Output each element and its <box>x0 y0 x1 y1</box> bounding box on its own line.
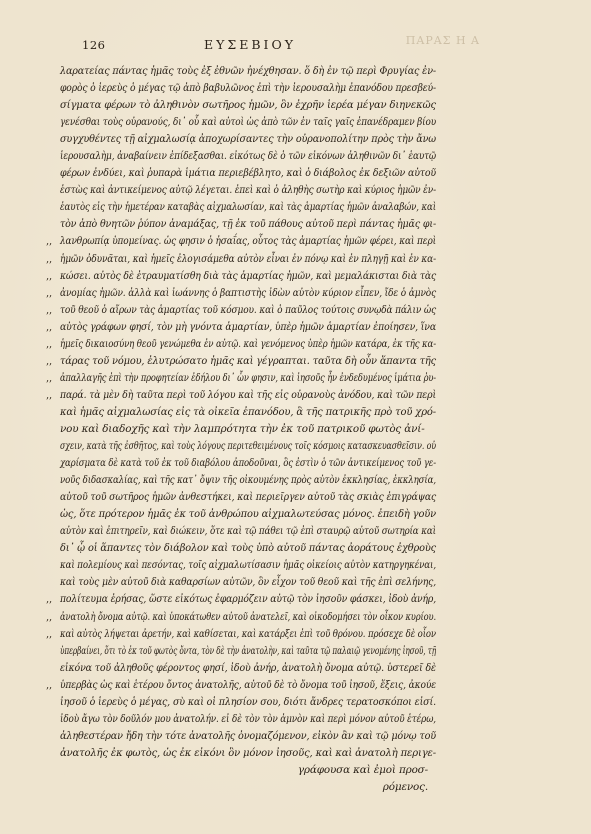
line-text: συγχυθέντες τῇ αἰχμαλωσίᾳ ἀποχωρίσαντες τὴν οὐρανοπολίτην πρὸς τὴν ἄνω <box>60 133 437 146</box>
text-line <box>46 336 437 353</box>
line-text: τὸν ἀπὸ θνητῶν ῥύπον ἀναμάξας, τῇ ἐκ τοῦ πάθους αὐτοῦ περὶ πάντας ἡμᾶς φι- <box>60 218 437 231</box>
line-text: εἰκόνα τοῦ ἀληθοῦς φέροντος φησί, ἰδοὺ ἀνήρ, ἀνατολὴ ὄνομα αὐτῷ. ὑστερεῖ δὲ <box>60 661 436 674</box>
text-line <box>60 540 436 557</box>
text-line <box>60 421 436 438</box>
text-line <box>46 251 436 268</box>
line-text: λανθρωπίᾳ ὑπομείνας. ὡς φησιν ὁ ἠσαΐας, οὗτος τὰς ἁμαρτίας ἡμῶν φέρει, καὶ περὶ <box>60 235 436 248</box>
text-line <box>46 319 436 336</box>
line-text: ὑπερβὰς ὡς καὶ ἑτέρου ὄντος ἀνατολῆς, αὐτοῦ δὲ τὸ ὄνομα τοῦ ἰησοῦ, ἕξεις, ἀκούε <box>60 678 437 691</box>
text-line <box>60 694 436 711</box>
text-line <box>60 216 436 233</box>
quotation-mark: ,, <box>46 372 53 384</box>
line-text: πολίτευμα ἐρήσας, ὥστε εἰκότως ἐφαρμόζειν αὐτῷ τὸν ἰησοῦν φάσκει, ἰδοὺ ἀνήρ, <box>60 593 437 606</box>
text-line <box>46 302 437 319</box>
line-text: κώσει. αὐτὸς δὲ ἐτραυματίσθη διὰ τὰς ἁμαρτίας ἡμῶν, καὶ μεμαλάκισται διὰ τὰς <box>60 269 437 282</box>
text-line <box>60 643 436 660</box>
line-text: αὐτὸν καὶ ἐπιτηρεῖν, καὶ διώκειν, ὅτε καὶ τῷ πάθει τῷ ἐπὶ σταυρῷ αὐτοῦ σωτηρία καὶ <box>60 525 437 538</box>
line-text: ἑστὼς καὶ ἀντικείμενος αὐτῷ λέγεται. ἐπεὶ καὶ ὁ ἀληθὴς σωτὴρ καὶ κύριος ἡμῶν ἐν- <box>60 184 436 197</box>
text-line <box>60 660 436 677</box>
text-line <box>60 438 436 455</box>
line-text: δι᾽ ᾧ οἱ ἅπαντες τὸν διάβολον καὶ τοὺς ὑπὸ αὐτοῦ πάντας ἀοράτους ἐχθροὺς <box>60 542 437 555</box>
quotation-mark: ,, <box>46 338 53 350</box>
text-line <box>46 353 437 370</box>
quotation-mark: ,, <box>46 304 53 316</box>
text-line <box>60 199 436 216</box>
text-line <box>46 268 437 285</box>
line-text: ὑπερβαίνει, ὅτι τὸ ἐκ τοῦ φωτὸς ὄντα, τὸν δὲ τὴν ἀνατολὴν, καὶ ταῦτα τῷ παλαιῷ γενομένης ἰησοῦ, τῇ <box>60 644 436 657</box>
text-line <box>60 506 436 523</box>
quotation-mark: ,, <box>46 679 53 691</box>
text-line <box>60 97 436 114</box>
line-text: τάρας τοῦ νόμου, ἐλυτρώσατο ἡμᾶς καὶ γέγραπται. ταῦτα δὴ οὖν ἅπαντα τῆς <box>60 354 437 367</box>
line-text: λαρατείας πάντας ἡμᾶς τοὺς ἐξ ἐθνῶν ἠνέχθησαν. ὅ δὴ ἐν τῷ περὶ Φρυγίας ἐν- <box>60 65 436 77</box>
quotation-mark: ,, <box>46 594 53 606</box>
line-text: ἰησοῦ ὁ ἱερεὺς ὁ μέγας, σὺ καὶ οἱ πλησίον σου, διότι ἄνδρες τερατοσκόποι εἰσί. <box>60 695 437 708</box>
line-text: ἀνομίας ἡμῶν. ἀλλὰ καὶ ἰωάννης ὁ βαπτιστὴς ἰδὼν αὐτὸν κύριον εἶπεν, ἴδε ὁ ἀμνὸς <box>60 286 437 299</box>
page-number: 126 <box>82 38 106 52</box>
text-line <box>60 711 436 728</box>
quotation-mark: ,, <box>46 321 53 333</box>
text-line <box>60 404 436 421</box>
quotation-mark: ,, <box>46 355 53 367</box>
text-line <box>60 182 436 199</box>
line-text: ρόμενος. <box>382 780 428 793</box>
line-text: νου καὶ διαδοχῆς καὶ τὴν λαμπρότητα τὴν ἐκ τοῦ πατρικοῦ φωτὸς ἀνί- <box>60 422 425 435</box>
line-text: φορὸς ὁ ἱερεὺς ὁ μέγας τῷ ἀπὸ βαβυλῶνος ἐπὶ τὴν ἱερουσαλὴμ ἐπανόδου πρεσβεύ- <box>60 82 436 95</box>
line-text: ἡμῶν ὀδυνᾶται, καὶ ἡμεῖς ἐλογισάμεθα αὐτὸν εἶναι ἐν πόνῳ καὶ ἐν πληγῇ καὶ ἐν κα- <box>60 252 436 265</box>
line-text: σχειν, κατὰ τῆς ἐσθῆτος, καὶ τοὺς λόγους περιτεθειμένους τοῖς κόσμοις κατασκευασθεῖσιν. οὐ <box>60 440 436 453</box>
line-text: φέρων ἐνδύει, καὶ ῥυπαρὰ ἱμάτια περιεβέβλητο, καὶ ὁ διάβολος ἐκ δεξιῶν αὐτοῦ <box>60 167 436 180</box>
text-line <box>46 609 437 626</box>
text-line <box>60 779 436 796</box>
quotation-mark: ,, <box>46 389 53 401</box>
line-text: καὶ τοὺς μὲν αὐτοῦ διὰ καθαρσίων αὐτῶν, ὃν εἶχον τοῦ θεοῦ καὶ τῆς ἐπὶ σελήνης, <box>60 576 437 589</box>
text-line <box>60 745 436 762</box>
line-text: ἀληθεστέραν ἤδη τὴν τότε ἀνατολῆς ὀνομαζόμενον, εἰκὸν ἂν καὶ τῷ μόνῳ τοῦ <box>60 729 436 742</box>
quotation-mark: ,, <box>46 236 53 248</box>
line-text: ἱερουσαλὴμ, ἀναβαίνειν ἐπίδεξασθαι. εἰκότως δὲ ὁ τῶν εἰκόνων ἀληθινῶν δι᾽ ἑαυτῷ <box>60 150 437 163</box>
text-line <box>60 574 436 591</box>
line-text: παρά. τὰ μὲν δὴ ταῦτα περὶ τοῦ λόγου καὶ τῆς εἰς οὐρανοὺς ἀνόδου, καὶ τῶν περὶ <box>60 388 436 401</box>
line-text: γράφουσα καὶ ἐμοὶ προσ- <box>297 763 428 776</box>
text-line <box>60 148 436 165</box>
text-line <box>46 285 437 302</box>
running-title: ΕΥΣΕΒΙΟΥ <box>204 37 296 52</box>
line-text: τοῦ θεοῦ ὁ αἴρων τὰς ἁμαρτίας τοῦ κόσμου. καὶ ὁ παῦλος τούτοις συνῳδὰ πάλιν ὡς <box>60 303 437 316</box>
text-line <box>60 728 436 745</box>
text-line <box>60 131 436 148</box>
text-line <box>46 233 436 250</box>
quotation-mark: ,, <box>46 628 53 640</box>
text-line <box>46 591 437 608</box>
line-text: σίγματα φέρων τὸ ἀληθινὸν σωτῆρος ἡμῶν, ὃν ἐχρῆν ἱερέα μέγαν διηνεκῶς <box>60 99 437 112</box>
line-text: ἑαυτὸς εἰς τὴν ἡμετέραν καταβὰς αἰχμαλωσίαν, καὶ τὰς ἁμαρτίας ἡμῶν ἀναλαβών, καὶ <box>60 201 436 214</box>
line-text: καὶ ἡμᾶς αἰχμαλωσίας εἰς τὰ οἰκεῖα ἐπανόδου, ἃ τῆς πατρικῆς πρὸ τοῦ χρό- <box>60 405 437 418</box>
line-text: ἀνατολὴ ὄνομα αὐτῷ. καὶ ὑποκάτωθεν αὐτοῦ ἀνατελεῖ, καὶ οἰκοδομήσει τὸν οἶκον κυρίου. <box>60 610 437 623</box>
text-line <box>46 677 437 694</box>
line-text: καὶ αὐτὸς λήψεται ἀρετήν, καὶ καθίσεται, καὶ κατάρξει ἐπὶ τοῦ θρόνου. πρόσεχε δὲ οἷον <box>60 627 436 640</box>
quotation-mark: ,, <box>46 611 53 623</box>
page-header <box>0 38 500 58</box>
text-line <box>60 523 436 540</box>
quotation-mark: ,, <box>46 253 53 265</box>
text-line <box>60 80 436 97</box>
line-text: νοῦς διδασκαλίας, καὶ τῆς κατ᾽ ὄψιν τῆς οἰκουμένης πρὸς αὐτὸν ἐκκλησίας, ἐκκλησία, <box>60 474 437 487</box>
line-text: χαρίσματα δὲ κατὰ τοῦ ἐκ τοῦ διαβόλου ἀποδοῦναι, ὃς ἐστὶν ὁ τῶν ἀντικείμενος τοῦ γε- <box>60 457 437 470</box>
line-text: ἀπαλλαγῆς ἐπὶ τὴν προφητείαν ἐδήλου δι᾽ ὧν φησιν, καὶ ἰησοῦς ἦν ἐνδεδυμένος ἱμάτια ῥυ- <box>60 371 436 384</box>
line-text: ἡμεῖς δικαιοσύνη θεοῦ γενώμεθα ἐν αὐτῷ. καὶ γενόμενος ὑπὲρ ἡμῶν κατάρα, ἐκ τῆς κα- <box>60 337 437 350</box>
text-line <box>60 557 436 574</box>
text-line <box>60 489 436 506</box>
quotation-mark: ,, <box>46 270 53 282</box>
line-text: ἰδοὺ ἄγω τὸν δοῦλόν μου ἀνατολήν. εἰ δὲ τὸν τὸν ἀμνὸν καὶ περὶ μόνον αὐτοῦ ἑτέρω, <box>60 712 436 725</box>
line-text: καὶ πολεμίους καὶ πεσόντας, τοῖς αἰχμαλωτίσασιν ἡμᾶς οἰκείοις αὐτὸν κατηργηκέναι, <box>60 559 436 572</box>
text-line <box>60 472 436 489</box>
text-line <box>60 63 436 80</box>
text-line <box>60 114 436 131</box>
line-text: γενέσθαι τοὺς οὐρανούς, δι᾽ οὗ καὶ αὐτοὶ ὡς ἀπὸ τῶν ἐν ταῖς γαῖς ἐπανέδραμεν βίου <box>60 116 437 129</box>
quotation-mark: ,, <box>46 287 53 299</box>
body-text <box>46 63 437 796</box>
text-line <box>60 455 436 472</box>
text-line <box>46 370 436 387</box>
text-line <box>60 165 436 182</box>
text-line <box>46 387 436 404</box>
line-text: ἀνατολῆς ἐκ φωτὸς, ὡς ἐκ εἰκόνι ὃν μόνον ἰησοῦς, καὶ καὶ ἀνατολὴ περιγε- <box>60 746 436 759</box>
text-line <box>60 762 436 779</box>
bleed-through-text: ΠΑΡΑΣ Η Α <box>405 34 480 47</box>
line-text: ὡς, ὅτε πρότερον ἡμᾶς ἐκ τοῦ ἀνθρώπου αἰχμαλωτεύσας μόνος. ἐπειδὴ γοῦν <box>60 508 437 521</box>
line-text: αὐτοῦ τοῦ σωτῆρος ἡμῶν ἀνθεστήκει, καὶ περιεῖργεν αὐτοῦ τὰς σκιὰς ἐπιγράψας <box>60 491 437 504</box>
text-line <box>46 626 436 643</box>
line-text: αὐτὸς γράφων φησί, τὸν μὴ γνόντα ἁμαρτίαν, ὑπὲρ ἡμῶν ἁμαρτίαν ἐποίησεν, ἵνα <box>60 320 436 333</box>
